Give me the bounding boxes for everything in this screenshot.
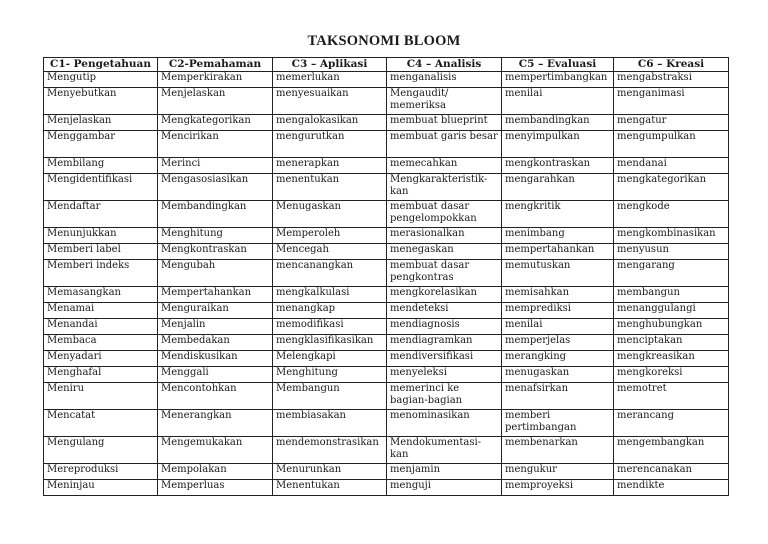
table-cell: Mencatat xyxy=(44,410,158,437)
table-cell: mengkoreksi xyxy=(614,367,729,383)
table-cell: menilai xyxy=(502,88,614,115)
table-cell: membiasakan xyxy=(273,410,387,437)
table-cell: menilai xyxy=(502,319,614,335)
table-cell: Mencirikan xyxy=(158,131,273,158)
table-cell: Mengidentifikasi xyxy=(44,174,158,201)
table-cell: menghubungkan xyxy=(614,319,729,335)
table-cell: Mengkarakteristik-kan xyxy=(387,174,502,201)
table-cell: mendeteksi xyxy=(387,303,502,319)
table-cell: menerapkan xyxy=(273,158,387,174)
table-cell: mendemonstrasikan xyxy=(273,437,387,464)
table-cell: Mendokumentasi-kan xyxy=(387,437,502,464)
table-cell: Memberi label xyxy=(44,244,158,260)
table-cell: Menghafal xyxy=(44,367,158,383)
table-cell: Mengutip xyxy=(44,72,158,88)
table-cell: mengembangkan xyxy=(614,437,729,464)
column-header: C2-Pemahaman xyxy=(158,58,273,72)
table-cell: mempertahankan xyxy=(502,244,614,260)
table-cell: mengalokasikan xyxy=(273,115,387,131)
table-cell: menyusun xyxy=(614,244,729,260)
table-cell: mengklasifikasikan xyxy=(273,335,387,351)
table-cell: mendikte xyxy=(614,480,729,496)
table-cell: menegaskan xyxy=(387,244,502,260)
table-row xyxy=(44,464,729,480)
table-cell: Mencegah xyxy=(273,244,387,260)
table-cell: Mengkontraskan xyxy=(158,244,273,260)
table-cell: Membaca xyxy=(44,335,158,351)
table-cell: Merinci xyxy=(158,158,273,174)
table-cell: Membilang xyxy=(44,158,158,174)
table-cell: Mengkategorikan xyxy=(158,115,273,131)
table-cell: menangkap xyxy=(273,303,387,319)
table-cell: Mengemukakan xyxy=(158,437,273,464)
table-cell: Mencontohkan xyxy=(158,383,273,410)
table-row xyxy=(44,303,729,319)
table-cell: merangking xyxy=(502,351,614,367)
table-cell: membuat dasar pengkontras xyxy=(387,260,502,287)
table-cell: membangun xyxy=(614,287,729,303)
table-cell: Menguraikan xyxy=(158,303,273,319)
table-cell: memprediksi xyxy=(502,303,614,319)
table-cell: membuat blueprint xyxy=(387,115,502,131)
table-cell: Menjelaskan xyxy=(158,88,273,115)
table-cell: mendiversifikasi xyxy=(387,351,502,367)
table-cell: Mengasosiasikan xyxy=(158,174,273,201)
table-row xyxy=(44,131,729,158)
table-cell: menyesuaikan xyxy=(273,88,387,115)
table-cell: mengkreasikan xyxy=(614,351,729,367)
table-row xyxy=(44,437,729,464)
table-cell: Mempolakan xyxy=(158,464,273,480)
table-cell: merencanakan xyxy=(614,464,729,480)
table-cell: Mengubah xyxy=(158,260,273,287)
table-cell: merasionalkan xyxy=(387,228,502,244)
table-cell: menganimasi xyxy=(614,88,729,115)
table-cell: memproyeksi xyxy=(502,480,614,496)
table-cell: Menugaskan xyxy=(273,201,387,228)
table-cell: mendiagramkan xyxy=(387,335,502,351)
table-cell: membuat dasar pengelompokkan xyxy=(387,201,502,228)
table-cell: Mempertahankan xyxy=(158,287,273,303)
column-header: C5 – Evaluasi xyxy=(502,58,614,72)
table-cell: mengatur xyxy=(614,115,729,131)
table-cell: Menamai xyxy=(44,303,158,319)
table-cell: menafsirkan xyxy=(502,383,614,410)
table-cell: Mengulang xyxy=(44,437,158,464)
table-cell: membandingkan xyxy=(502,115,614,131)
table-cell: mendiagnosis xyxy=(387,319,502,335)
table-cell: menganalisis xyxy=(387,72,502,88)
table-cell: mengkalkulasi xyxy=(273,287,387,303)
table-cell: menentukan xyxy=(273,174,387,201)
table-row xyxy=(44,335,729,351)
table-cell: Membedakan xyxy=(158,335,273,351)
table-row xyxy=(44,88,729,115)
column-header: C6 – Kreasi xyxy=(614,58,729,72)
table-cell: mengarahkan xyxy=(502,174,614,201)
table-cell: Menjalin xyxy=(158,319,273,335)
table-cell: mengkontraskan xyxy=(502,158,614,174)
table-cell: Menggali xyxy=(158,367,273,383)
table-cell: mengkritik xyxy=(502,201,614,228)
table-cell: Memperluas xyxy=(158,480,273,496)
table-cell: Membandingkan xyxy=(158,201,273,228)
table-cell: Menyadari xyxy=(44,351,158,367)
table-cell: Memperkirakan xyxy=(158,72,273,88)
table-cell: menyimpulkan xyxy=(502,131,614,158)
table-cell: Membangun xyxy=(273,383,387,410)
table-cell: Menghitung xyxy=(158,228,273,244)
bloom-taxonomy-table xyxy=(43,57,729,496)
table-cell: Menggambar xyxy=(44,131,158,158)
table-cell: memerinci ke bagian-bagian xyxy=(387,383,502,410)
table-cell: membuat garis besar xyxy=(387,131,502,158)
table-row xyxy=(44,201,729,228)
table-cell: menanggulangi xyxy=(614,303,729,319)
table-cell: menjamin xyxy=(387,464,502,480)
table-cell: Mendiskusikan xyxy=(158,351,273,367)
table-cell: mengabstraksi xyxy=(614,72,729,88)
table-cell: menguji xyxy=(387,480,502,496)
table-cell: Meninjau xyxy=(44,480,158,496)
table-row xyxy=(44,72,729,88)
table-cell: memberi pertimbangan xyxy=(502,410,614,437)
table-row xyxy=(44,351,729,367)
table-cell: menyeleksi xyxy=(387,367,502,383)
column-header: C3 – Aplikasi xyxy=(273,58,387,72)
table-cell: memutuskan xyxy=(502,260,614,287)
table-cell: membenarkan xyxy=(502,437,614,464)
table-row xyxy=(44,287,729,303)
table-cell: menugaskan xyxy=(502,367,614,383)
table-cell: Menjelaskan xyxy=(44,115,158,131)
table-header-row xyxy=(44,58,729,72)
table-cell: memecahkan xyxy=(387,158,502,174)
table-cell: memerlukan xyxy=(273,72,387,88)
table-cell: mempertimbangkan xyxy=(502,72,614,88)
table-cell: memotret xyxy=(614,383,729,410)
table-cell: mendanai xyxy=(614,158,729,174)
table-cell: Mereproduksi xyxy=(44,464,158,480)
table-cell: mencanangkan xyxy=(273,260,387,287)
table-cell: mengkorelasikan xyxy=(387,287,502,303)
table-cell: menimbang xyxy=(502,228,614,244)
table-cell: Menghitung xyxy=(273,367,387,383)
table-row xyxy=(44,367,729,383)
table-cell: menominasikan xyxy=(387,410,502,437)
table-cell: merancang xyxy=(614,410,729,437)
table-row xyxy=(44,158,729,174)
table-cell: Menunjukkan xyxy=(44,228,158,244)
table-cell: memodifikasi xyxy=(273,319,387,335)
table-cell: mengumpulkan xyxy=(614,131,729,158)
page-title: TAKSONOMI BLOOM xyxy=(307,33,461,49)
table-row xyxy=(44,410,729,437)
table-cell: memperjelas xyxy=(502,335,614,351)
table-row xyxy=(44,228,729,244)
table-cell: Menandai xyxy=(44,319,158,335)
table-cell: Melengkapi xyxy=(273,351,387,367)
table-cell: Menurunkan xyxy=(273,464,387,480)
column-header: C4 – Analisis xyxy=(387,58,502,72)
table-cell: mengukur xyxy=(502,464,614,480)
table-cell: Meniru xyxy=(44,383,158,410)
table-cell: memisahkan xyxy=(502,287,614,303)
table-row xyxy=(44,244,729,260)
table-row xyxy=(44,480,729,496)
table-cell: Menerangkan xyxy=(158,410,273,437)
table-row xyxy=(44,115,729,131)
table-cell: Memasangkan xyxy=(44,287,158,303)
column-header: C1- Pengetahuan xyxy=(44,58,158,72)
table-row xyxy=(44,174,729,201)
table-cell: Mendaftar xyxy=(44,201,158,228)
table-row xyxy=(44,260,729,287)
table-row xyxy=(44,383,729,410)
table-row xyxy=(44,319,729,335)
table-cell: mengkode xyxy=(614,201,729,228)
table-cell: Menentukan xyxy=(273,480,387,496)
table-cell: Menyebutkan xyxy=(44,88,158,115)
table-cell: Memberi indeks xyxy=(44,260,158,287)
table-cell: mengkategorikan xyxy=(614,174,729,201)
table-cell: Mengaudit/ memeriksa xyxy=(387,88,502,115)
table-cell: Memperoleh xyxy=(273,228,387,244)
table-cell: menciptakan xyxy=(614,335,729,351)
table-cell: mengarang xyxy=(614,260,729,287)
table-cell: mengurutkan xyxy=(273,131,387,158)
table-cell: mengkombinasikan xyxy=(614,228,729,244)
